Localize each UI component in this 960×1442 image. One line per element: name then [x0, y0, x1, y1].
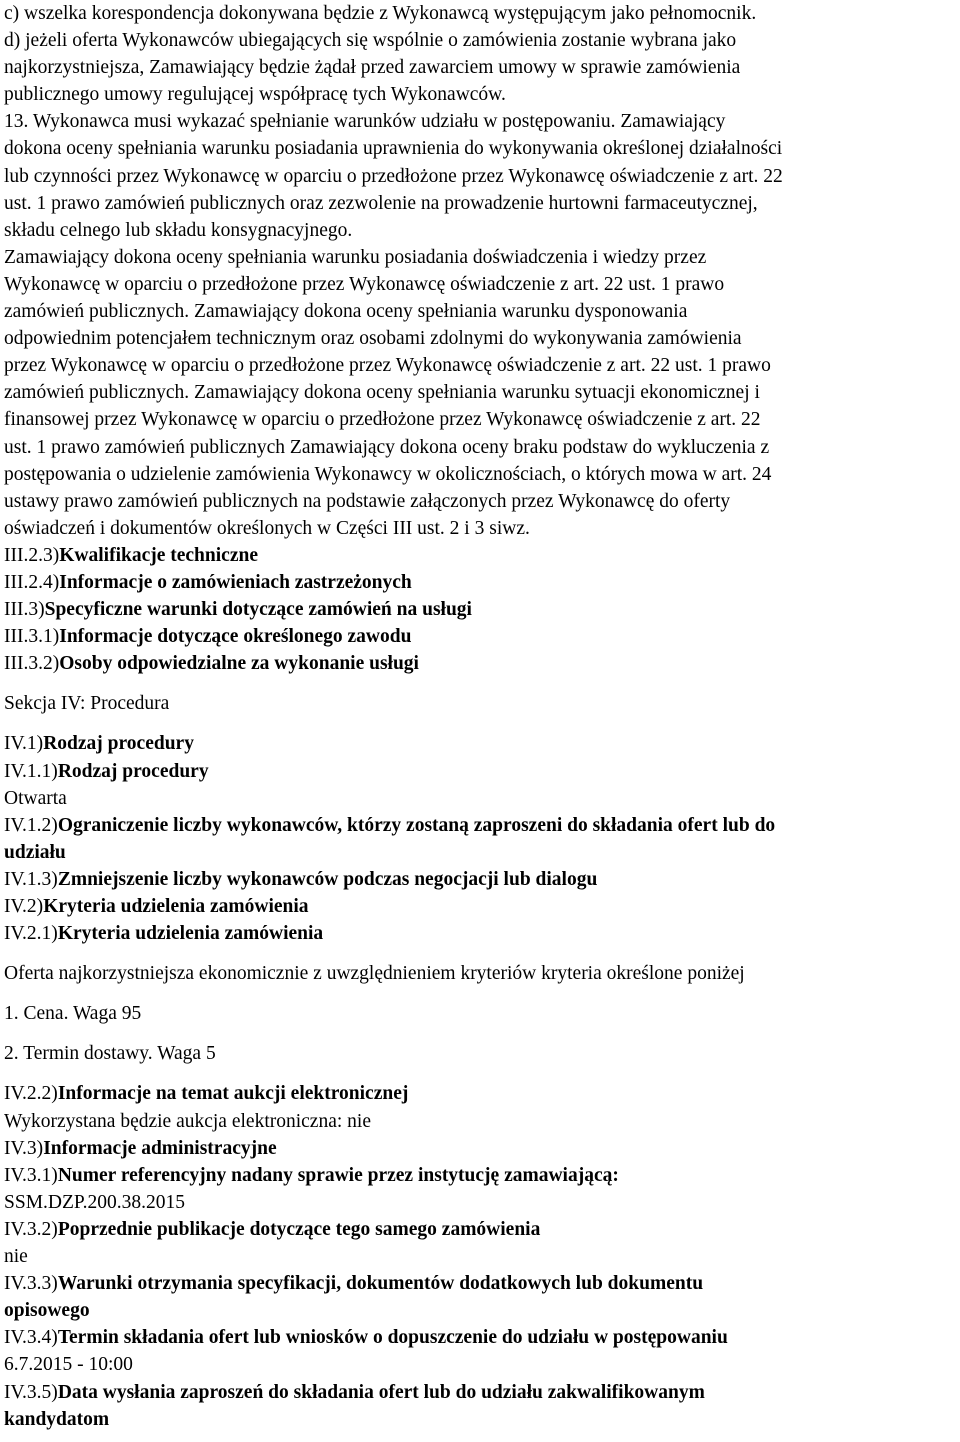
heading-number: IV.1.2) — [4, 814, 58, 836]
heading-title: Kryteria udzielenia zamówienia — [43, 896, 309, 917]
heading-iv-1-1 — [4, 758, 956, 785]
heading-iii-3 — [4, 596, 956, 623]
criteria-item: 1. Cena. Waga 95 — [4, 1003, 142, 1025]
spacer — [4, 717, 956, 730]
heading-title-continued: udziału — [4, 841, 66, 863]
heading-iv-1-3 — [4, 866, 956, 893]
heading-title-continued: opisowego — [4, 1300, 90, 1322]
heading-number: IV.1) — [4, 733, 44, 755]
heading-title: Rodzaj procedury — [57, 760, 209, 782]
text-line: postępowania o udzielenie zamówienia Wykonawcy w okolicznościach, o których mowa w art. 24 — [4, 463, 772, 485]
text-line: 13. Wykonawca musi wykazać spełnianie warunków udziału w postępowaniu. Zamawiający — [4, 111, 726, 133]
text-line: zamówień publicznych. Zamawiający dokona oceny spełniania warunku dysponowania — [4, 301, 688, 323]
heading-iv-3-3 — [4, 1270, 956, 1297]
value-text: SSM.DZP.200.38.2015 — [4, 1191, 185, 1213]
heading-number: IV.3.2) — [4, 1218, 58, 1240]
value-text: 6.7.2015 - 10:00 — [4, 1354, 133, 1376]
heading-title: Data wysłania zaproszeń do składania ofert lub do udziału zakwalifikowanym — [57, 1381, 705, 1403]
heading-iv-2-2 — [4, 1080, 956, 1107]
text-line: lub czynności przez Wykonawcę w oparciu o przedłożone przez Wykonawcę oświadczenie z art. 22 — [4, 165, 783, 187]
heading-title: Specyficzne warunki dotyczące zamówień na usługi — [44, 599, 472, 621]
heading-number: IV.2.1) — [4, 923, 58, 945]
heading-number: IV.3.4) — [4, 1327, 58, 1349]
heading-number: IV.1.1) — [4, 760, 58, 782]
heading-number: IV.2.2) — [4, 1083, 58, 1105]
spacer — [4, 987, 956, 1000]
heading-title: Rodzaj procedury — [43, 733, 194, 755]
text-line: Zamawiający dokona oceny spełniania warunku posiadania doświadczenia i wiedzy przez — [4, 246, 707, 268]
heading-title: Numer referencyjny nadany sprawie przez instytucję zamawiającą: — [57, 1164, 619, 1186]
text-line: odpowiednim potencjałem technicznym oraz osobami zdolnymi do wykonywania zamówienia — [4, 328, 742, 350]
text-line: zamówień publicznych. Zamawiający dokona oceny spełniania warunku sytuacji ekonomicznej i — [4, 382, 760, 404]
criteria-item: 2. Termin dostawy. Waga 5 — [4, 1043, 216, 1065]
text-line: składu celnego lub składu konsygnacyjnego. — [4, 219, 353, 241]
heading-title: Warunki otrzymania specyfikacji, dokumentów dodatkowych lub dokumentu — [57, 1273, 704, 1295]
heading-title: Informacje o zamówieniach zastrzeżonych — [59, 571, 412, 593]
heading-number: IV.3.3) — [4, 1273, 58, 1295]
section-title: Sekcja IV: Procedura — [4, 693, 170, 715]
heading-title: Informacje administracyjne — [43, 1137, 277, 1159]
heading-iv-1-2 — [4, 812, 956, 839]
heading-number: III.2.3) — [4, 544, 60, 566]
spacer — [4, 1067, 956, 1080]
heading-iii-3-2 — [4, 650, 956, 677]
heading-title: Termin składania ofert lub wniosków o dopuszczenie do udziału w postępowaniu — [57, 1327, 728, 1349]
heading-iv-1 — [4, 730, 956, 757]
text-line: c) wszelka korespondencja dokonywana będzie z Wykonawcą występującym jako pełnomocnik. — [4, 3, 757, 24]
heading-iv-3 — [4, 1135, 956, 1162]
heading-number: III.3.2) — [4, 653, 60, 675]
heading-number: IV.3) — [4, 1137, 44, 1159]
heading-iii-2-3 — [4, 542, 956, 569]
text-line: d) jeżeli oferta Wykonawców ubiegających się wspólnie o zamówienia zostanie wybrana jako — [4, 30, 737, 52]
text-line: ust. 1 prawo zamówień publicznych Zamawiający dokona oceny braku podstaw do wykluczenia z — [4, 436, 770, 458]
text-line: Wykonawcę w oparciu o przedłożone przez Wykonawcę oświadczenie z art. 22 ust. 1 prawo — [4, 273, 725, 295]
text-line: ust. 1 prawo zamówień publicznych oraz zezwolenie na prowadzenie hurtowni farmaceutycznej, — [4, 192, 758, 214]
heading-title: Osoby odpowiedzialne za wykonanie usługi — [59, 653, 419, 675]
heading-title: Kwalifikacje techniczne — [59, 544, 258, 566]
text-line: publicznego umowy regulującej współpracę tych Wykonawców. — [4, 84, 506, 106]
heading-title: Poprzednie publikacje dotyczące tego samego zamówienia — [57, 1218, 541, 1240]
spacer — [4, 1027, 956, 1040]
heading-iv-3-2 — [4, 1216, 956, 1243]
value-text: nie — [4, 1246, 28, 1268]
heading-title: Informacje na temat aukcji elektronicznej — [57, 1083, 409, 1105]
heading-iv-3-5 — [4, 1379, 956, 1406]
heading-iv-2 — [4, 893, 956, 920]
criteria-intro: Oferta najkorzystniejsza ekonomicznie z uwzględnieniem kryteriów kryteria określone poniżej — [4, 963, 745, 985]
heading-number: III.3.1) — [4, 626, 60, 648]
text-line: ustawy prawo zamówień publicznych na podstawie załączonych przez Wykonawcę do oferty — [4, 490, 731, 512]
heading-iii-3-1 — [4, 623, 956, 650]
value-text: Otwarta — [4, 787, 67, 809]
value-text: Wykorzystana będzie aukcja elektroniczna: nie — [4, 1110, 371, 1132]
heading-iii-2-4 — [4, 569, 956, 596]
text-line: najkorzystniejsza, Zamawiający będzie żądał przed zawarciem umowy w sprawie zamówienia — [4, 57, 741, 79]
heading-title-continued: kandydatom — [4, 1408, 110, 1430]
heading-iv-3-4 — [4, 1324, 956, 1351]
spacer — [4, 677, 956, 690]
heading-iv-2-1 — [4, 920, 956, 947]
text-line: dokona oceny spełniania warunku posiadania uprawnienia do wykonywania określonej działalności — [4, 138, 783, 160]
text-line: finansowej przez Wykonawcę w oparciu o przedłożone przez Wykonawcę oświadczenie z art. 22 — [4, 409, 761, 431]
text-line: oświadczeń i dokumentów określonych w Części III ust. 2 i 3 siwz. — [4, 517, 530, 539]
heading-number: IV.3.5) — [4, 1381, 58, 1403]
heading-number: III.3) — [4, 599, 45, 621]
spacer — [4, 947, 956, 960]
heading-title: Kryteria udzielenia zamówienia — [57, 923, 324, 945]
heading-title: Ograniczenie liczby wykonawców, którzy zostaną zaproszeni do składania ofert lub do — [57, 814, 776, 836]
heading-title: Zmniejszenie liczby wykonawców podczas negocjacji lub dialogu — [57, 868, 598, 890]
heading-title: Informacje dotyczące określonego zawodu — [59, 626, 412, 648]
heading-iv-3-1 — [4, 1162, 956, 1189]
text-line: przez Wykonawcę w oparciu o przedłożone przez Wykonawcę oświadczenie z art. 22 ust. 1 prawo — [4, 355, 771, 377]
heading-number: III.2.4) — [4, 571, 60, 593]
heading-number: IV.3.1) — [4, 1164, 58, 1186]
heading-number: IV.2) — [4, 896, 44, 917]
heading-number: IV.1.3) — [4, 868, 58, 890]
